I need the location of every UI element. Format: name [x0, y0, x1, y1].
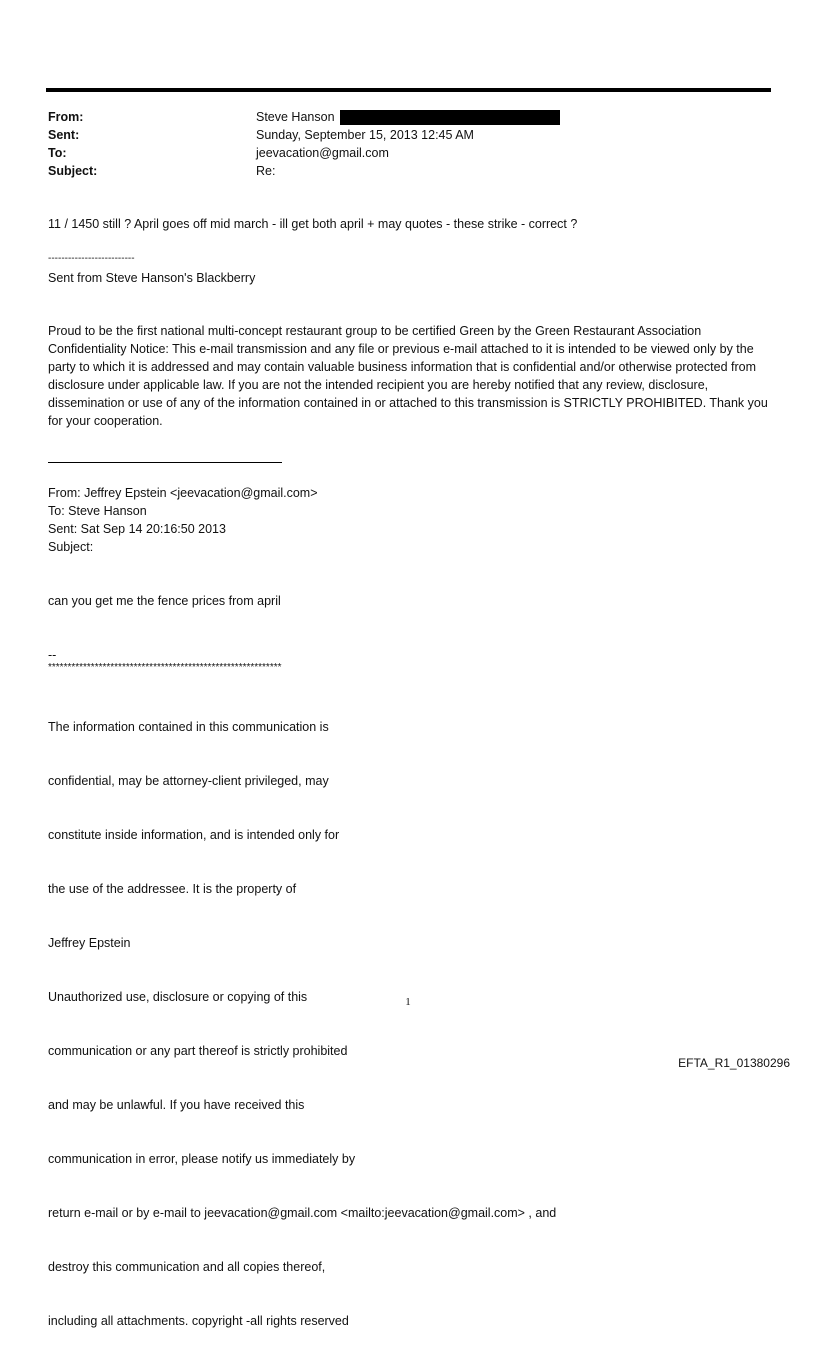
disclaimer-line: return e-mail or by e-mail to jeevacation@gmail.com <mailto:jeevacation@gmail.com> , and [48, 1206, 557, 1220]
signature-dashes: -------------------------- [48, 253, 135, 264]
confidentiality-notice: Proud to be the first national multi-concept restaurant group to be certified Green by the Green Restaurant Association Confidentiality Notice: This e-mail transmission and any file or previous e-mail attached to it is intended to be viewed only by the party to which it is addressed and may contain valuable business information that is confidential and/or otherwise protected from disclosure under applicable law. If you are not the intended recipient you are hereby notified that any review, disclosure, dissemination or use of any of the information contained in or attached to this transmission is STRICTLY PROHIBITED. Thank you for your cooperation. [48, 324, 768, 428]
to-label: To: [48, 146, 67, 160]
subject-label: Subject: [48, 164, 98, 178]
page-number: 1 [405, 996, 411, 1008]
disclaimer-line: communication in error, please notify us immediately by [48, 1152, 356, 1166]
disclaimer-line: The information contained in this communication is [48, 720, 329, 734]
document-id: EFTA_R1_01380296 [678, 1056, 790, 1070]
quoted-subject: Subject: [48, 540, 94, 554]
email-header [48, 108, 560, 180]
disclaimer-block [48, 682, 556, 1348]
disclaimer-line: destroy this communication and all copies thereof, [48, 1260, 326, 1274]
signature-line: Sent from Steve Hanson's Blackberry [48, 271, 256, 285]
disclaimer-line: Jeffrey Epstein [48, 936, 131, 950]
separator-line [48, 462, 282, 463]
sent-value: Sunday, September 15, 2013 12:45 AM [256, 128, 474, 142]
from-row [48, 108, 560, 126]
to-value: jeevacation@gmail.com [256, 146, 389, 160]
disclaimer-line: and may be unlawful. If you have received this [48, 1098, 305, 1112]
to-row [48, 144, 560, 162]
header-rule [46, 88, 771, 92]
from-name: Steve Hanson [256, 110, 335, 124]
quoted-sent: Sent: Sat Sep 14 20:16:50 2013 [48, 522, 226, 536]
subject-value: Re: [256, 164, 276, 178]
disclaimer-line: including all attachments. copyright -all rights reserved [48, 1314, 349, 1328]
redaction-box [340, 110, 560, 125]
from-label: From: [48, 110, 84, 124]
disclaimer-line: Unauthorized use, disclosure or copying of this [48, 990, 308, 1004]
message-body: 11 / 1450 still ? April goes off mid march - ill get both april + may quotes - these strike - correct ? [48, 217, 578, 231]
quoted-from: From: Jeffrey Epstein <jeevacation@gmail.com> [48, 486, 318, 500]
disclaimer-line: the use of the addressee. It is the property of [48, 882, 297, 896]
quoted-dash: -- [48, 648, 57, 662]
disclaimer-line: constitute inside information, and is intended only for [48, 828, 340, 842]
disclaimer-line: communication or any part thereof is strictly prohibited [48, 1044, 348, 1058]
stars-line: ************************************************************ [48, 662, 282, 673]
subject-row [48, 162, 560, 180]
sent-row [48, 126, 560, 144]
quoted-message: can you get me the fence prices from april [48, 594, 281, 608]
disclaimer-line: confidential, may be attorney-client privileged, may [48, 774, 329, 788]
quoted-to: To: Steve Hanson [48, 504, 147, 518]
sent-label: Sent: [48, 128, 80, 142]
from-value [256, 108, 560, 126]
